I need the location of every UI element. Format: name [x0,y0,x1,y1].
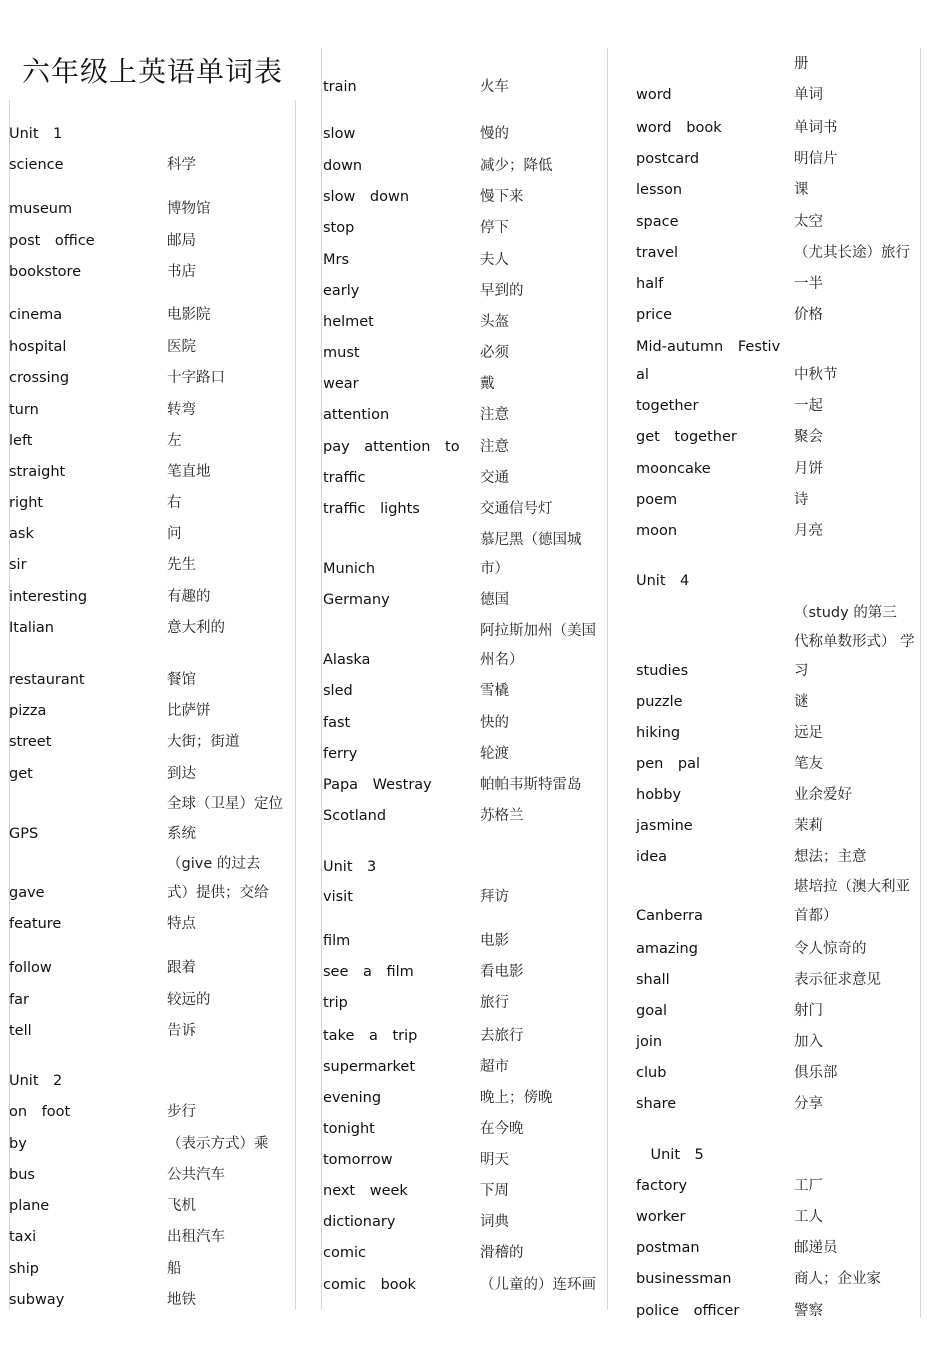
chinese-meaning: 科学 [167,157,196,173]
chinese-meaning: 诗 [794,492,809,508]
english-word: Unit 1 [9,126,63,142]
english-word: traffic lights [323,501,420,517]
chinese-meaning: 词典 [480,1214,509,1230]
english-word: take a trip [323,1028,418,1044]
english-word: lesson [636,182,683,198]
chinese-meaning: 德国 [480,592,509,608]
english-word: visit [323,889,353,905]
english-word: ask [9,526,34,542]
english-word: by [9,1136,27,1152]
chinese-meaning: 市） [480,561,509,577]
chinese-meaning: 加入 [794,1034,823,1050]
english-word: moon [636,523,678,539]
english-word: museum [9,201,73,217]
english-word: Germany [323,592,390,608]
english-word: bus [9,1167,35,1183]
chinese-meaning: 特点 [167,916,196,932]
chinese-meaning: 告诉 [167,1023,196,1039]
column-divider [321,48,322,1310]
english-word: Unit 3 [323,859,377,875]
chinese-meaning: 全球（卫星）定位 [167,796,283,812]
english-word: Alaska [323,652,371,668]
english-word: postman [636,1240,700,1256]
chinese-meaning: 去旅行 [480,1028,524,1044]
chinese-meaning: 州名） [480,652,524,668]
chinese-meaning: （study 的第三 [794,605,897,621]
chinese-meaning: 笔友 [794,756,823,772]
english-word: left [9,433,33,449]
english-word: together [636,398,699,414]
chinese-meaning: （表示方式）乘 [167,1136,269,1152]
english-word: post office [9,233,95,249]
chinese-meaning: 电影 [480,933,509,949]
chinese-meaning: 火车 [480,79,509,95]
chinese-meaning: 聚会 [794,429,823,445]
english-word: plane [9,1198,50,1214]
english-word: pen pal [636,756,701,772]
english-word: sled [323,683,353,699]
chinese-meaning: 单词书 [794,120,838,136]
english-word: hospital [9,339,67,355]
english-word: supermarket [323,1059,416,1075]
chinese-meaning: 课 [794,182,809,198]
english-word: taxi [9,1229,37,1245]
chinese-meaning: 慕尼黑（德国城 [480,532,582,548]
chinese-meaning: 看电影 [480,964,524,980]
chinese-meaning: 下周 [480,1183,509,1199]
chinese-meaning: 书店 [167,264,196,280]
english-word: price [636,307,673,323]
chinese-meaning: 代称单数形式） 学 [794,634,915,650]
english-word: GPS [9,826,39,842]
column-divider [295,100,296,1310]
english-word: attention [323,407,390,423]
chinese-meaning: 阿拉斯加州（美国 [480,623,596,639]
english-word: factory [636,1178,688,1194]
english-word: get together [636,429,737,445]
english-word: far [9,992,29,1008]
english-word: postcard [636,151,700,167]
chinese-meaning: 地铁 [167,1292,196,1308]
chinese-meaning: 工人 [794,1209,823,1225]
english-word: traffic [323,470,366,486]
chinese-meaning: 邮递员 [794,1240,838,1256]
chinese-meaning: 中秋节 [794,367,838,383]
english-word: bookstore [9,264,82,280]
english-word: al [636,367,649,383]
chinese-meaning: 在今晚 [480,1121,524,1137]
english-word: goal [636,1003,667,1019]
chinese-meaning: 首都） [794,908,838,924]
chinese-meaning: 先生 [167,557,196,573]
english-word: subway [9,1292,65,1308]
english-word: tomorrow [323,1152,393,1168]
english-word: science [9,157,64,173]
english-word: ferry [323,746,358,762]
chinese-meaning: 俱乐部 [794,1065,838,1081]
chinese-meaning: 左 [167,433,182,449]
chinese-meaning: 谜 [794,694,809,710]
chinese-meaning: 慢的 [480,126,509,142]
english-word: travel [636,245,679,261]
chinese-meaning: 笔直地 [167,464,211,480]
chinese-meaning: 戴 [480,376,495,392]
chinese-meaning: 停下 [480,220,509,236]
chinese-meaning: 餐馆 [167,672,196,688]
chinese-meaning: 必须 [480,345,509,361]
chinese-meaning: 工厂 [794,1178,823,1194]
chinese-meaning: 旅行 [480,995,509,1011]
chinese-meaning: （尤其长途）旅行 [794,245,910,261]
english-word: Unit 2 [9,1073,63,1089]
chinese-meaning: 医院 [167,339,196,355]
chinese-meaning: 习 [794,663,809,679]
english-word: shall [636,972,670,988]
english-word: must [323,345,360,361]
english-word: pay attention to [323,439,460,455]
chinese-meaning: 公共汽车 [167,1167,225,1183]
chinese-meaning: 册 [794,56,809,72]
chinese-meaning: 射门 [794,1003,823,1019]
chinese-meaning: 想法；主意 [794,849,867,865]
english-word: hobby [636,787,682,803]
chinese-meaning: 头盔 [480,314,509,330]
chinese-meaning: 价格 [794,307,823,323]
chinese-meaning: 业余爱好 [794,787,852,803]
english-word: Scotland [323,808,387,824]
english-word: tell [9,1023,32,1039]
chinese-meaning: 步行 [167,1104,196,1120]
english-word: train [323,79,357,95]
english-word: Papa Westray [323,777,432,793]
english-word: word book [636,120,722,136]
english-word: interesting [9,589,88,605]
chinese-meaning: 问 [167,526,182,542]
english-word: pizza [9,703,47,719]
english-word: Italian [9,620,54,636]
english-word: next week [323,1183,408,1199]
column-divider [920,48,921,1318]
chinese-meaning: 跟着 [167,960,196,976]
chinese-meaning: 太空 [794,214,823,230]
english-word: worker [636,1209,686,1225]
chinese-meaning: 警察 [794,1303,823,1319]
chinese-meaning: 轮渡 [480,746,509,762]
english-word: puzzle [636,694,683,710]
chinese-meaning: 商人；企业家 [794,1271,881,1287]
english-word: studies [636,663,689,679]
chinese-meaning: 夫人 [480,252,509,268]
chinese-meaning: 邮局 [167,233,196,249]
english-word: Munich [323,561,376,577]
english-word: jasmine [636,818,693,834]
english-word: fast [323,715,351,731]
chinese-meaning: 飞机 [167,1198,196,1214]
chinese-meaning: 拜访 [480,889,509,905]
english-word: straight [9,464,66,480]
english-word: helmet [323,314,374,330]
english-word: feature [9,916,62,932]
chinese-meaning: 早到的 [480,283,524,299]
chinese-meaning: 式）提供；交给 [167,885,269,901]
chinese-meaning: 明天 [480,1152,509,1168]
chinese-meaning: 明信片 [794,151,838,167]
english-word: trip [323,995,348,1011]
chinese-meaning: 慢下来 [480,189,524,205]
english-word: comic [323,1245,366,1261]
chinese-meaning: 交通信号灯 [480,501,553,517]
english-word: on foot [9,1104,71,1120]
chinese-meaning: 远足 [794,725,823,741]
chinese-meaning: 交通 [480,470,509,486]
chinese-meaning: 出租汽车 [167,1229,225,1245]
english-word: Mid-autumn Festiv [636,339,781,355]
english-word: amazing [636,941,698,957]
chinese-meaning: 月饼 [794,461,823,477]
chinese-meaning: 单词 [794,87,823,103]
english-word: join [636,1034,663,1050]
chinese-meaning: 到达 [167,766,196,782]
english-word: stop [323,220,355,236]
chinese-meaning: 苏格兰 [480,808,524,824]
chinese-meaning: 堪培拉（澳大利亚 [794,879,910,895]
chinese-meaning: 减少；降低 [480,158,553,174]
chinese-meaning: 超市 [480,1059,509,1075]
chinese-meaning: 意大利的 [167,620,225,636]
english-word: wear [323,376,359,392]
english-word: cinema [9,307,63,323]
chinese-meaning: 有趣的 [167,589,211,605]
english-word: sir [9,557,27,573]
english-word: police officer [636,1303,740,1319]
chinese-meaning: （儿童的）连环画 [480,1277,596,1293]
chinese-meaning: 较远的 [167,992,211,1008]
english-word: idea [636,849,668,865]
english-word: hiking [636,725,681,741]
english-word: word [636,87,672,103]
chinese-meaning: 电影院 [167,307,211,323]
english-word: mooncake [636,461,711,477]
chinese-meaning: 大街；街道 [167,734,240,750]
chinese-meaning: 一半 [794,276,823,292]
column-divider [607,48,608,1310]
english-word: evening [323,1090,382,1106]
chinese-meaning: 转弯 [167,402,196,418]
chinese-meaning: （give 的过去 [167,856,261,872]
chinese-meaning: 右 [167,495,182,511]
english-word: early [323,283,360,299]
english-word: get [9,766,33,782]
english-word: half [636,276,664,292]
english-word: Canberra [636,908,703,924]
chinese-meaning: 表示征求意见 [794,972,881,988]
english-word: crossing [9,370,70,386]
english-word: Unit 5 [636,1147,704,1163]
english-word: see a film [323,964,414,980]
chinese-meaning: 比萨饼 [167,703,211,719]
english-word: restaurant [9,672,85,688]
english-word: follow [9,960,52,976]
english-word: street [9,734,52,750]
english-word: businessman [636,1271,732,1287]
chinese-meaning: 茉莉 [794,818,823,834]
english-word: slow [323,126,356,142]
english-word: share [636,1096,677,1112]
chinese-meaning: 晚上；傍晚 [480,1090,553,1106]
english-word: club [636,1065,667,1081]
english-word: slow down [323,189,410,205]
chinese-meaning: 分享 [794,1096,823,1112]
english-word: turn [9,402,39,418]
chinese-meaning: 月亮 [794,523,823,539]
english-word: Mrs [323,252,350,268]
chinese-meaning: 系统 [167,826,196,842]
english-word: down [323,158,363,174]
english-word: dictionary [323,1214,396,1230]
chinese-meaning: 快的 [480,715,509,731]
chinese-meaning: 雪橇 [480,683,509,699]
chinese-meaning: 博物馆 [167,201,211,217]
chinese-meaning: 滑稽的 [480,1245,524,1261]
english-word: ship [9,1261,39,1277]
page-title: 六年级上英语单词表 [22,55,284,88]
english-word: tonight [323,1121,375,1137]
english-word: space [636,214,679,230]
chinese-meaning: 令人惊奇的 [794,941,867,957]
chinese-meaning: 十字路口 [167,370,225,386]
chinese-meaning: 一起 [794,398,823,414]
chinese-meaning: 船 [167,1261,182,1277]
english-word: poem [636,492,678,508]
english-word: gave [9,885,45,901]
english-word: film [323,933,351,949]
chinese-meaning: 帕帕韦斯特雷岛 [480,777,582,793]
english-word: Unit 4 [636,573,690,589]
chinese-meaning: 注意 [480,407,509,423]
english-word: right [9,495,44,511]
chinese-meaning: 注意 [480,439,509,455]
english-word: comic book [323,1277,416,1293]
